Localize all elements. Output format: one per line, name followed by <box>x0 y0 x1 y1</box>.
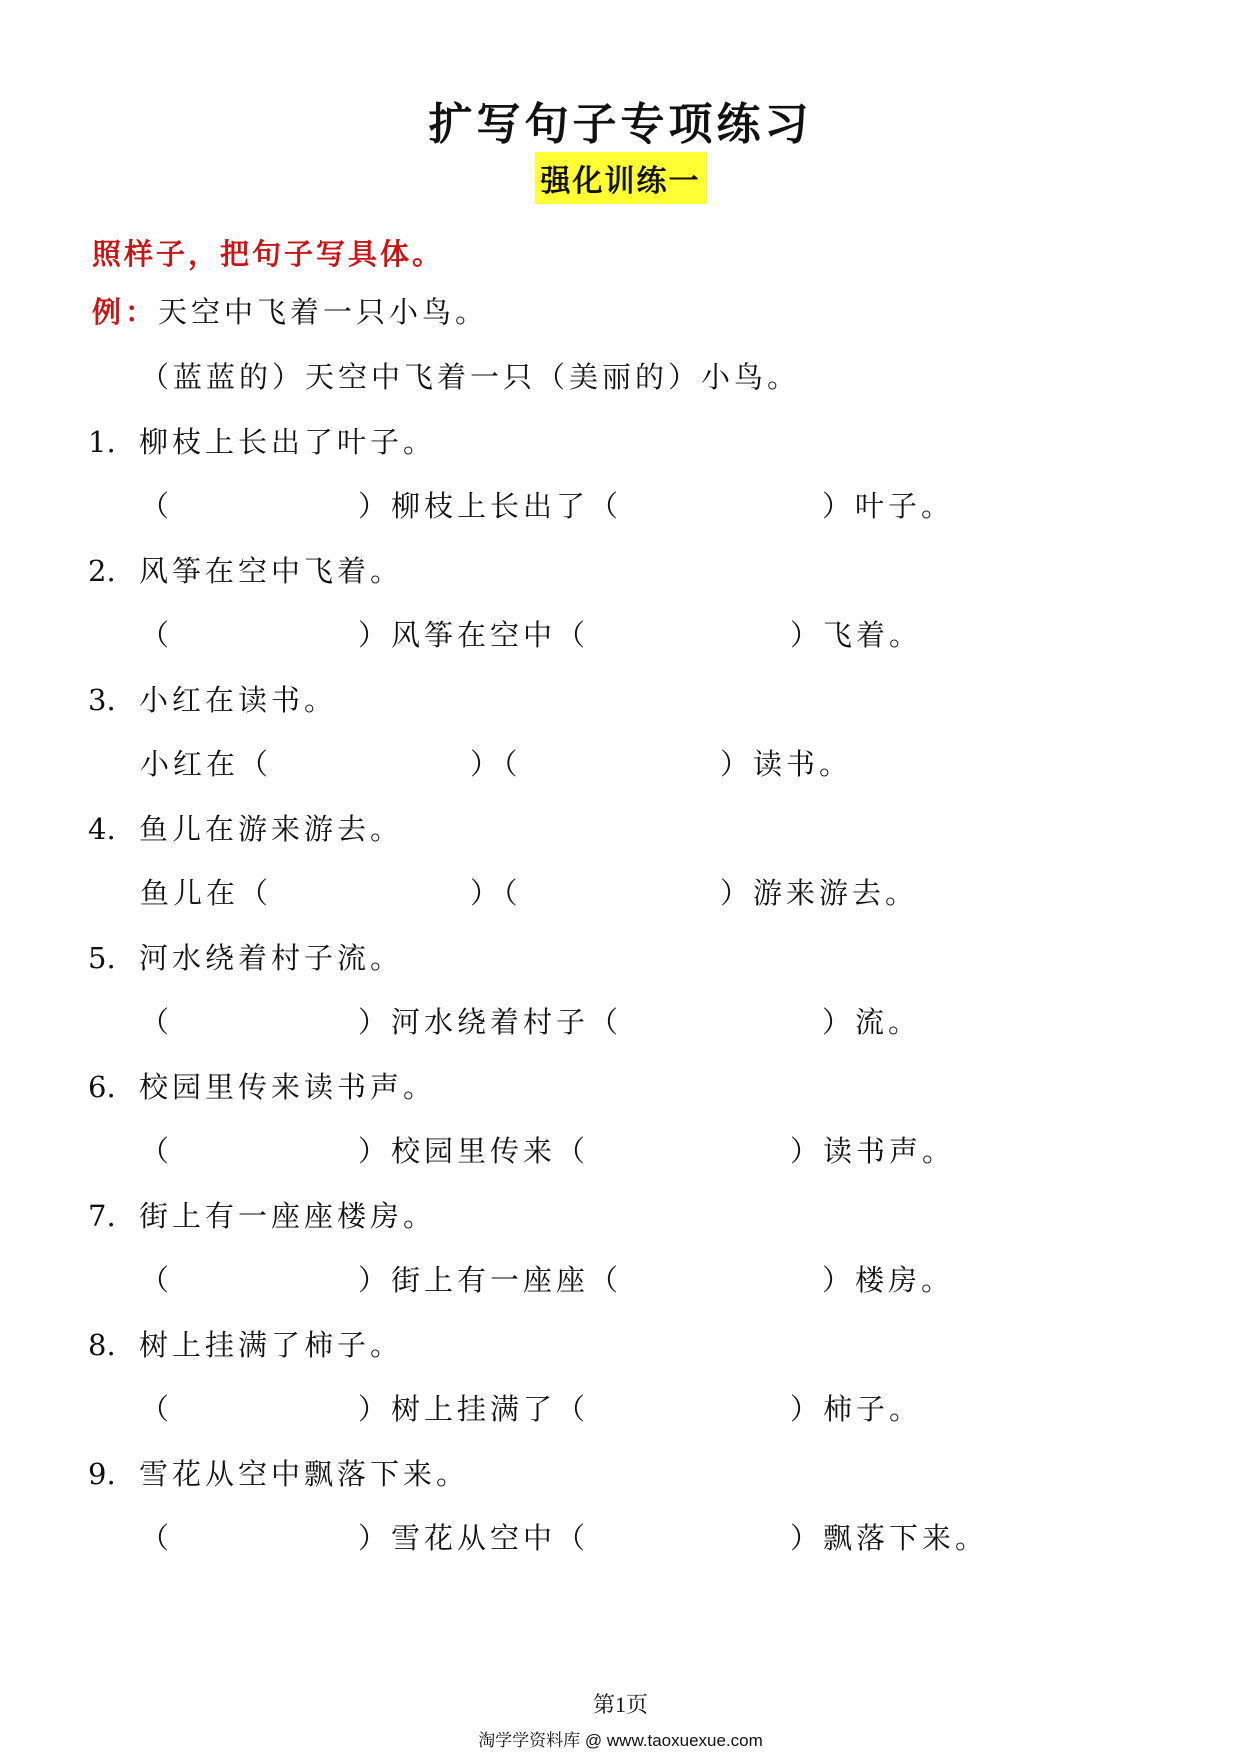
fill-blank-segment: ）雪花从空中（ <box>358 1521 590 1555</box>
item-sentence: 鱼儿在游来游去。 <box>139 812 404 846</box>
item-number: 9. <box>88 1457 116 1491</box>
exercise-item <box>88 807 403 848</box>
item-sentence: 河水绕着村子流。 <box>139 941 404 975</box>
item-number: 5. <box>88 941 116 975</box>
fill-blank-segment: （ <box>140 1134 174 1168</box>
item-sentence: 风筝在空中飞着。 <box>139 554 404 588</box>
fill-blank-segment: ）楼房。 <box>822 1263 955 1297</box>
fill-blank-segment: ）街上有一座座（ <box>358 1263 623 1297</box>
item-sentence: 柳枝上长出了叶子。 <box>139 425 437 459</box>
example-expanded: （蓝蓝的）天空中飞着一只（美丽的）小鸟。 <box>140 360 801 394</box>
exercise-item <box>88 420 436 461</box>
fill-blank-segment: ）树上挂满了（ <box>358 1392 590 1426</box>
page-number: 第1页 <box>592 1692 648 1717</box>
item-number: 8. <box>88 1328 116 1362</box>
fill-blank-segment: （ <box>140 1005 174 1039</box>
fill-blank-segment: ）（ <box>470 747 522 781</box>
fill-blank-segment: ）流。 <box>822 1005 922 1039</box>
fill-blank-segment: ）飘落下来。 <box>790 1521 989 1555</box>
fill-blank-segment: （ <box>140 1392 174 1426</box>
example-sentence: 天空中飞着一只小鸟。 <box>158 295 489 329</box>
fill-blank-segment: （ <box>140 1263 174 1297</box>
example-label: 例： <box>92 295 159 329</box>
item-sentence: 雪花从空中飘落下来。 <box>139 1457 470 1491</box>
fill-blank-segment: ）柳枝上长出了（ <box>358 489 623 523</box>
item-number: 4. <box>88 812 116 846</box>
page-title: 扩写句子专项练习 <box>428 99 813 150</box>
fill-blank-segment: （ <box>140 1521 174 1555</box>
item-number: 7. <box>88 1199 116 1233</box>
fill-blank-segment: ）（ <box>470 876 522 910</box>
example-line <box>92 290 488 331</box>
exercise-item <box>88 1323 403 1364</box>
exercise-item <box>88 678 337 719</box>
fill-blank-segment: ）读书声。 <box>790 1134 956 1168</box>
item-number: 2. <box>88 554 116 588</box>
item-number: 3. <box>88 683 116 717</box>
item-sentence: 街上有一座座楼房。 <box>139 1199 437 1233</box>
subtitle-wrap <box>0 152 1241 204</box>
fill-blank-segment: ）风筝在空中（ <box>358 618 590 652</box>
fill-blank-segment: ）游来游去。 <box>720 876 919 910</box>
exercise-item <box>88 549 403 590</box>
item-number: 6. <box>88 1070 116 1104</box>
site-credit: 淘学学资料库 @ www.taoxuexue.com <box>478 1731 763 1750</box>
fill-blank-segment: 鱼儿在（ <box>140 876 273 910</box>
fill-blank-segment: （ <box>140 618 174 652</box>
item-number: 1. <box>88 425 116 459</box>
item-sentence: 小红在读书。 <box>139 683 338 717</box>
exercise-item <box>88 936 403 977</box>
fill-blank-segment: ）校园里传来（ <box>358 1134 590 1168</box>
exercise-item <box>88 1194 436 1235</box>
fill-blank-segment: ）读书。 <box>720 747 853 781</box>
page-subtitle: 强化训练一 <box>535 152 707 204</box>
fill-blank-segment: 小红在（ <box>140 747 273 781</box>
fill-blank-segment: ）河水绕着村子（ <box>358 1005 623 1039</box>
fill-blank-segment: ）柿子。 <box>790 1392 923 1426</box>
exercise-item <box>88 1065 436 1106</box>
item-sentence: 树上挂满了柿子。 <box>139 1328 404 1362</box>
fill-blank-segment: （ <box>140 489 174 523</box>
fill-blank-segment: ）飞着。 <box>790 618 923 652</box>
fill-blank-segment: ）叶子。 <box>822 489 955 523</box>
exercise-item <box>88 1452 469 1493</box>
instruction: 照样子，把句子写具体。 <box>92 237 445 271</box>
item-sentence: 校园里传来读书声。 <box>139 1070 437 1104</box>
